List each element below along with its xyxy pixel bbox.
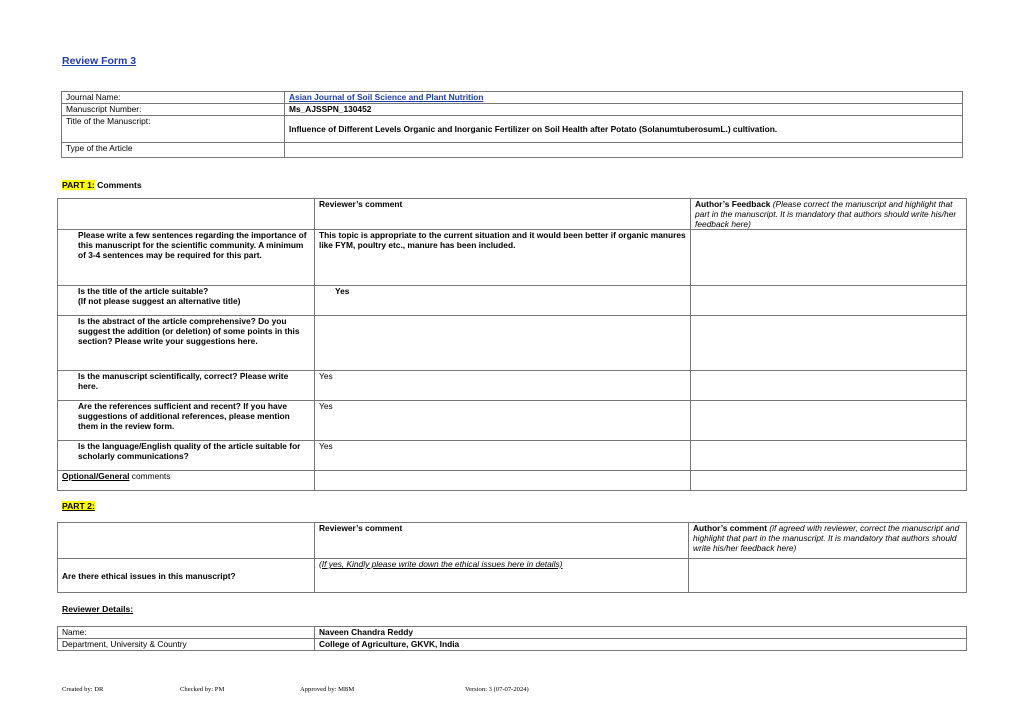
feedback-importance[interactable] (691, 230, 967, 286)
reviewer-name-label: Name: (58, 627, 315, 639)
journal-name-label: Journal Name: (62, 92, 285, 104)
part1-heading-prefix: PART 1: (62, 180, 95, 190)
feedback-language[interactable] (691, 441, 967, 471)
feedback-title[interactable] (691, 286, 967, 316)
question-scientific: Is the manuscript scientifically, correct? Please write here. (58, 371, 315, 401)
part2-author-header (689, 523, 967, 559)
feedback-references[interactable] (691, 401, 967, 441)
footer-version: Version: 3 (07-07-2024) (465, 686, 529, 693)
comment-references: Yes (315, 401, 691, 441)
footer-checked-by: Checked by: PM (180, 686, 225, 693)
article-type-label: Type of the Article (62, 143, 285, 158)
optional-comments-value[interactable] (315, 471, 691, 491)
feedback-abstract[interactable] (691, 316, 967, 371)
comment-scientific: Yes (315, 371, 691, 401)
footer-created-by: Created by: DR (62, 686, 104, 693)
part1-author-header (691, 199, 967, 230)
part1-heading-suffix: Comments (94, 180, 142, 190)
page-title: Review Form 3 (62, 55, 137, 67)
part1-author-header-italic: (Please correct the manuscript and highlight that part in the manuscript. It is mandatory that authors should write his/her feedback here) (695, 199, 957, 229)
manuscript-number-label: Manuscript Number: (62, 104, 285, 116)
part2-author-header-bold: Author’s comment (693, 523, 767, 533)
part1-author-header-bold: Author’s Feedback (695, 199, 771, 209)
question-title: Is the title of the article suitable? (If not please suggest an alternative title) (58, 286, 315, 316)
part2-heading-label: PART 2: (62, 501, 95, 511)
ethics-comment: (If yes, Kindly please write down the ethical issues here in details) (315, 559, 689, 593)
part2-header-blank (58, 523, 315, 559)
manuscript-number-value: Ms_AJSSPN_130452 (285, 104, 963, 116)
journal-name-link[interactable]: Asian Journal of Soil Science and Plant Nutrition (285, 92, 963, 104)
article-type-value (285, 143, 963, 158)
reviewer-details-heading: Reviewer Details: (62, 604, 134, 614)
optional-comments-rest: comments (129, 471, 171, 481)
manuscript-title-value: Influence of Different Levels Organic and Inorganic Fertilizer on Soil Health after Potato (SolanumtuberosumL.) cultivation. (285, 116, 963, 143)
part1-reviewer-header: Reviewer’s comment (315, 199, 691, 230)
part2-heading (62, 501, 95, 511)
part2-ethics-table (57, 522, 967, 593)
comment-abstract (315, 316, 691, 371)
ethics-question: Are there ethical issues in this manuscript? (58, 559, 315, 593)
part1-comments-table (57, 198, 967, 491)
manuscript-title-label: Title of the Manuscript: (62, 116, 285, 143)
question-references: Are the references sufficient and recent? If you have suggestions of additional references, please mention them in the review form. (58, 401, 315, 441)
reviewer-name-value: Naveen Chandra Reddy (315, 627, 967, 639)
optional-comments-bold: Optional/General (62, 471, 130, 481)
optional-comments-feedback[interactable] (691, 471, 967, 491)
question-language: Is the language/English quality of the article suitable for scholarly communications? (58, 441, 315, 471)
reviewer-department-value: College of Agriculture, GKVK, India (315, 639, 967, 651)
footer-approved-by: Approved by: MBM (300, 686, 355, 693)
question-abstract: Is the abstract of the article comprehensive? Do you suggest the addition (or deletion) of some points in this section? Please write your suggestions here. (58, 316, 315, 371)
question-importance: Please write a few sentences regarding the importance of this manuscript for the scientific community. A minimum of 3-4 sentences may be required for this part. (58, 230, 315, 286)
part2-reviewer-header: Reviewer’s comment (315, 523, 689, 559)
part2-author-header-italic: (if agreed with reviewer, correct the manuscript and highlight that part in the manuscript. It is mandatory that authors should write his/her feedback here) (693, 523, 960, 553)
part1-heading (62, 180, 142, 190)
comment-importance: This topic is appropriate to the current situation and it would been better if organic manures like FYM, poultry etc., manure has been included. (315, 230, 691, 286)
feedback-scientific[interactable] (691, 371, 967, 401)
part1-header-blank (58, 199, 315, 230)
manuscript-info-table (61, 91, 963, 158)
comment-title: Yes (315, 286, 691, 316)
ethics-author-feedback[interactable] (689, 559, 967, 593)
comment-language: Yes (315, 441, 691, 471)
reviewer-department-label: Department, University & Country (58, 639, 315, 651)
optional-comments-label (58, 471, 315, 491)
reviewer-details-table (57, 626, 967, 651)
